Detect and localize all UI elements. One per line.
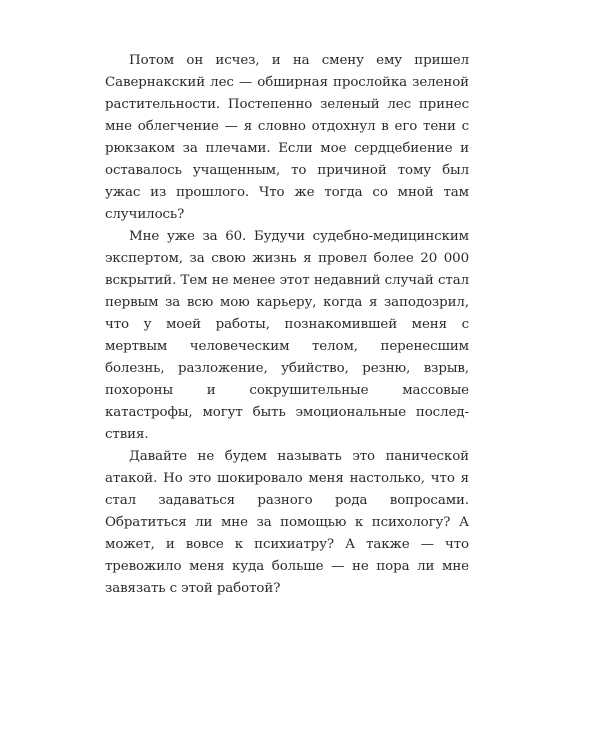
paragraph-3: Давайте не будем называть это панической атакой. Но это шокировало меня настолько, что я стал задаваться разного рода вопросами. Обратиться ли мне за помощью к психологу? А может, и вовсе к психиатру? А также — что тревожило меня куда больше — не пора ли мне завязать с этой работой? xyxy=(105,449,469,596)
page-body xyxy=(105,50,469,600)
paragraph-1: Потом он исчез, и на смену ему пришел Савернакский лес — обширная прослойка зеленой растительности. Постепенно зеленый лес принес мне облегчение — я словно отдохнул в его тени с рюкзаком за плечами. Если мое сердцебиение и оставалось учащенным, то причиной тому был ужас из прошлого. Что же тогда со мной там случилось? xyxy=(105,53,469,222)
paragraph-2: Мне уже за 60. Будучи судебно-медицинским экспертом, за свою жизнь я провел более 20 000 вскрытий. Тем не менее этот недавний случай стал первым за всю мою карьеру, когда я заподозрил, что у моей работы, познакомившей меня с мертвым человеческим телом, перенесшим болезнь, разложение, убийство, резню, взрыв, похороны и сокрушительные массовые катастрофы, могут быть эмоциональные последствия. xyxy=(105,229,469,442)
